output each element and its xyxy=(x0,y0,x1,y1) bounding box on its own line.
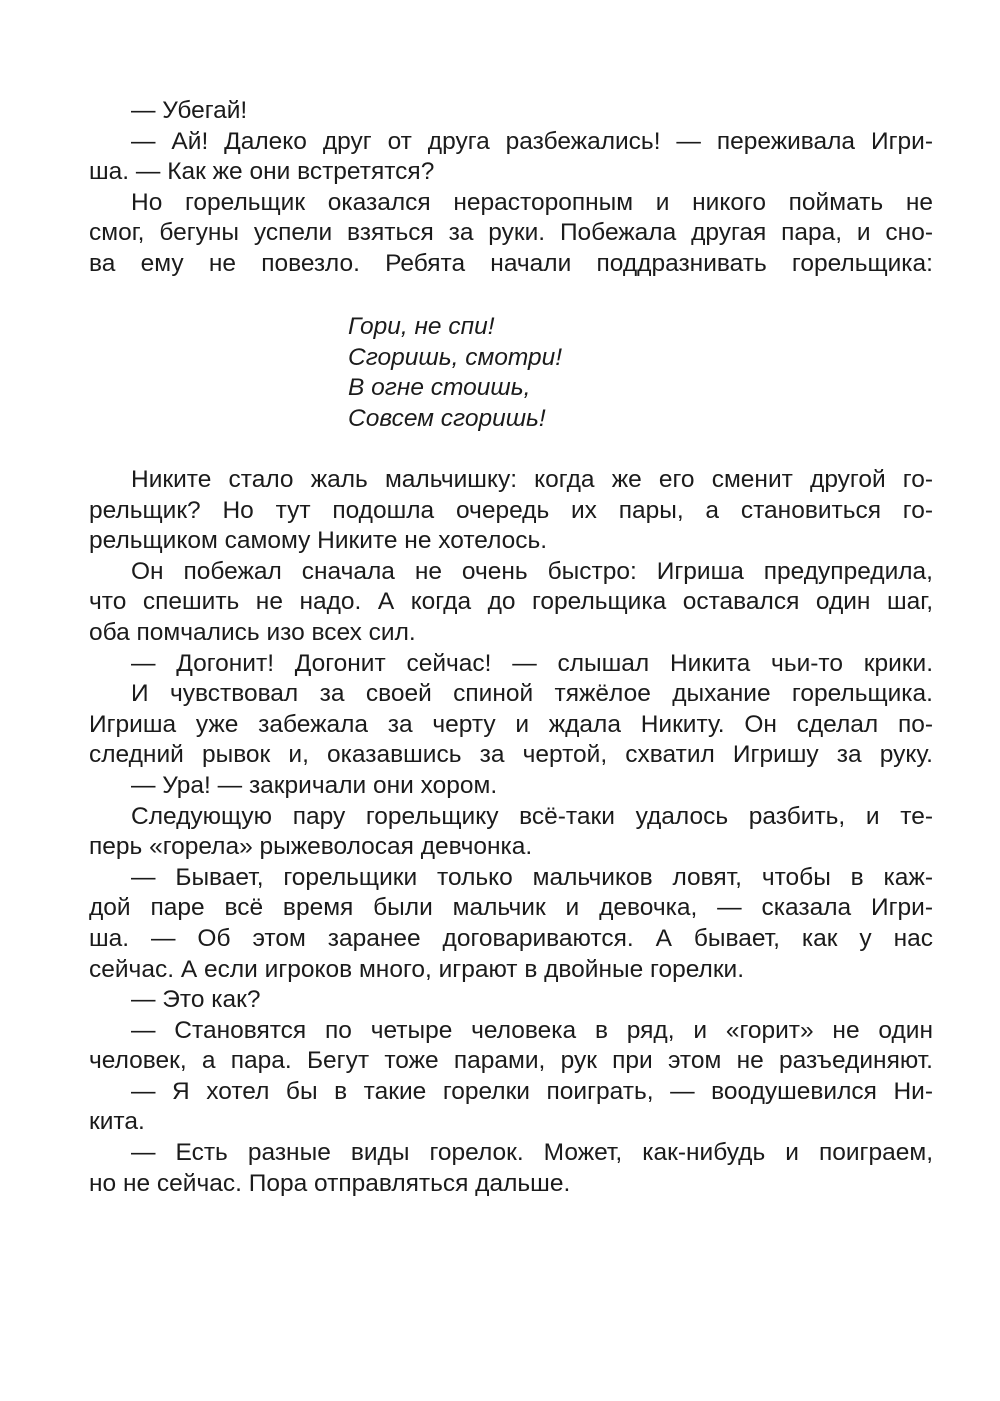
text-line: кита. xyxy=(89,1108,145,1136)
text-line: Но горельщик оказался нерасторопным и никого поймать не xyxy=(131,188,933,216)
text-line: дой паре всё время были мальчик и девочка, — сказала Игри- xyxy=(89,894,933,922)
text-line: ша. — Об этом заранее договариваются. А бывает, как у нас xyxy=(89,924,933,952)
text-line: — Догонит! Догонит сейчас! — слышал Никита чьи-то крики. xyxy=(131,649,933,677)
text-line: Игриша уже забежала за черту и ждала Никиту. Он сделал по- xyxy=(89,710,933,738)
text-line: ша. — Как же они встретятся? xyxy=(89,158,435,186)
text-line: — Есть разные виды горелок. Может, как-нибудь и поиграем, xyxy=(131,1139,933,1167)
text-line: Он побежал сначала не очень быстро: Игриша предупредила, xyxy=(131,557,933,585)
text-line: ва ему не повезло. Ребята начали поддразнивать горельщика: xyxy=(89,249,933,277)
text-line: что спешить не надо. А когда до горельщика оставался один шаг, xyxy=(89,588,933,616)
text-line: сейчас. А если игроков много, играют в двойные горелки. xyxy=(89,955,745,983)
poem-line: Сгоришь, смотри! xyxy=(348,343,563,371)
text-line: рельщик? Но тут подошла очередь их пары, а становиться го- xyxy=(89,496,933,524)
text-line: Следующую пару горельщику всё-таки удалось разбить, и те- xyxy=(131,802,933,830)
text-line: но не сейчас. Пора отправляться дальше. xyxy=(89,1169,571,1197)
bottom-text-block xyxy=(89,465,933,1199)
text-line: — Бывает, горельщики только мальчиков ловят, чтобы в каж- xyxy=(131,863,933,891)
text-line: — Ай! Далеко друг от друга разбежались! — переживала Игри- xyxy=(131,127,933,155)
text-line: оба помчались изо всех сил. xyxy=(89,618,416,646)
poem-line: Гори, не спи! xyxy=(348,313,495,340)
text-line: смог, бегуны успели взяться за руки. Побежала другая пара, и сно- xyxy=(89,219,933,247)
top-text-block xyxy=(89,96,933,280)
text-line: — Я хотел бы в такие горелки поиграть, — воодушевился Ни- xyxy=(131,1077,933,1105)
text-line: следний рывок и, оказавшись за чертой, схватил Игришу за руку. xyxy=(89,741,933,769)
text-line: — Это как? xyxy=(131,986,261,1014)
text-line: Никите стало жаль мальчишку: когда же его сменит другой го- xyxy=(131,466,933,493)
text-line: рельщиком самому Никите не хотелось. xyxy=(89,527,548,555)
text-line: — Становятся по четыре человека в ряд, и «горит» не один xyxy=(131,1016,933,1044)
poem-block xyxy=(348,312,562,434)
text-line: человек, а пара. Бегут тоже парами, рук при этом не разъединяют. xyxy=(89,1047,933,1075)
text-line: перь «горела» рыжеволосая девчонка. xyxy=(89,833,533,861)
poem-line: В огне стоишь, xyxy=(348,374,531,402)
poem-line: Совсем сгоришь! xyxy=(348,404,546,432)
text-line: — Ура! — закричали они хором. xyxy=(131,771,498,799)
text-line: — Убегай! xyxy=(131,97,248,124)
text-line: И чувствовал за своей спиной тяжёлое дыхание горельщика. xyxy=(131,680,933,708)
